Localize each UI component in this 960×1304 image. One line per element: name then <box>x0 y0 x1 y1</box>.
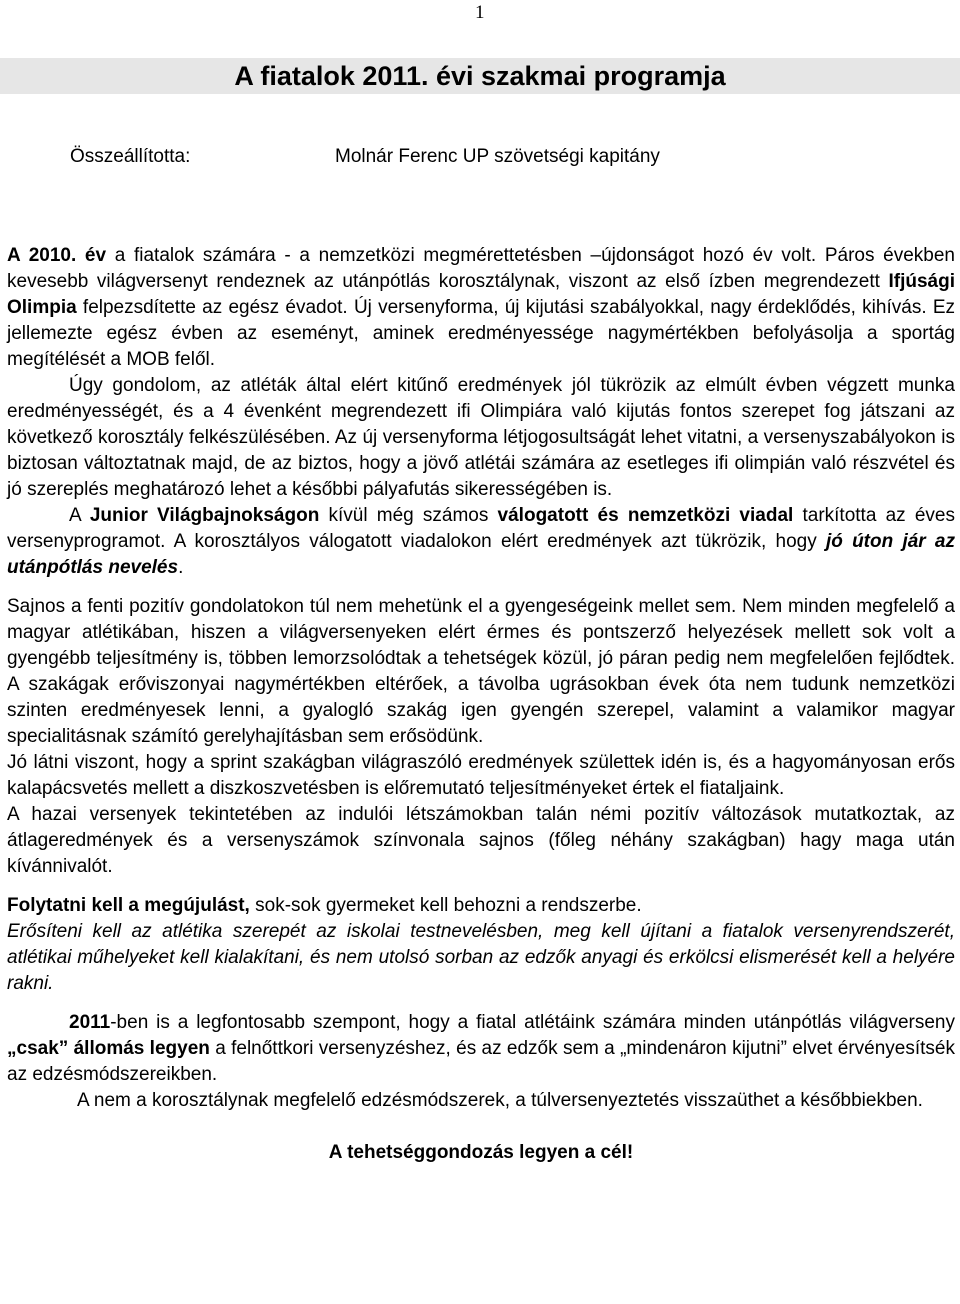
p2011-text-1: -ben is a legfontosabb szempont, hogy a fiatal atlétáink számára minden utánpótlás világverseny <box>110 1012 955 1033</box>
intro-bold-lead: A 2010. év <box>7 245 107 266</box>
author-name: Molnár Ferenc UP szövetségi kapitány <box>335 146 660 167</box>
paragraph-intro <box>7 243 955 373</box>
intro-text-4: Ez jellemezte egész évben az eseményt, aminek eredményessége nagymértékben befolyásolja a sportág megítélését a MOB felől. <box>7 297 956 370</box>
closing-statement: A tehetséggondozás legyen a cél! <box>328 1142 634 1163</box>
paragraph-weaknesses: Sajnos a fenti pozitív gondolatokon túl nem mehetünk el a gyengeségeink mellet sem. Nem minden megfelelő a magyar atlétikában, hiszen a világversenyeken elért érmes és pontszerző helyezések mellett sok volt a gyengébb teljesítmény is, többen lemorzsolódtak a tehetségek közül, jó páran pedig nem megfelelően fejlődtek. A szakágak erőviszonyai nagymértékben eltérőek, a távolba ugrásokban évek óta nem tudunk nemzetközi szinten eredményesek lenni, a gyalogló szakág igen gyengén szerepel, valamint a valamikor magyar specialitásnak számító gerelyhajításban sem erősödünk. <box>7 596 955 747</box>
goals-italic: Erősíteni kell az atlétika szerepét az iskolai testnevelésben, meg kell újítani a fiatalok versenyrendszerét, atlétikai műhelyeket kell kialakítani, és nem utolsó sorban az edzők anyagi és erkölcsi elismerését kell a helyére rakni. <box>7 921 955 994</box>
renewal-text: sok-sok gyermeket kell behozni a rendszerbe. <box>249 895 642 916</box>
paragraph-methods: A nem a korosztálynak megfelelő edzésmódszerek, a túlversenyeztetés visszaüthet a későbbiekben. <box>77 1090 923 1111</box>
p2011-text-2: a felnőttkori versenyzéshez, és az edzők sem a „mindenáron kijutni” elvet érvényesítsék az edzésmódszereikben. <box>7 1038 955 1085</box>
page-number: 1 <box>475 2 485 23</box>
p2011-bold-station: „csak” állomás legyen <box>7 1038 210 1059</box>
intro-text-1: a fiatalok számára - a nemzetközi megmérettetésben –újdonságot hozó év volt. Páros években kevesebb világversenyt rendeznek az utánpótlás korosztálynak, viszont az első ízben megrendezett <box>7 245 955 292</box>
junior-bold-italic: jó úton jár az utánpótlás nevelés <box>7 531 955 578</box>
intro-text-3: Új versenyforma, új kijutási szabályokkal, nagy érdeklődés, kihívás. <box>353 297 927 318</box>
document-title: A fiatalok 2011. évi szakmai programja <box>0 58 960 94</box>
paragraph-italic-goals <box>7 919 955 997</box>
document-body <box>7 243 955 1166</box>
junior-bold-viadal: válogatott és nemzetközi viadal <box>497 505 794 526</box>
junior-text-2: kívül még számos <box>319 505 498 526</box>
paragraph-results: Úgy gondolom, az atléták által elért kitűnő eredmények jól tükrözik az elmúlt évben végzett munka eredményességét, és a 4 évenként megrendezett ifi Olimpiára való kijutás fontos szerepet fog játszani az következő korosztály felkészülésében. Az új versenyforma létjogosultságát lehet vitatni, a versenyszabályokon is biztosan változtatnak majd, de az biztos, hogy a jövő atlétái számára az esetleges ifi olimpián való részvétel és jó szereplés meghatározó lehet a későbbi pályafutás sikerességében is. <box>7 375 955 500</box>
paragraph-2011 <box>7 1010 955 1088</box>
intro-text-2: felpezsdítette az egész évadot. <box>76 297 354 318</box>
paragraph-junior <box>7 503 955 581</box>
paragraph-sprint: Jó látni viszont, hogy a sprint szakágban világraszóló eredmények születtek idén is, és a hagyományosan erős kalapácsvetés mellett a diszkoszvetésben is előremutató teljesítményeket értek el fiataljaink. <box>7 752 955 799</box>
junior-text-4: . <box>178 557 184 578</box>
intro-bold-olimpia: Ifjúsági Olimpia <box>7 271 955 318</box>
author-label: Összeállította: <box>70 146 191 167</box>
junior-bold-vb: Junior Világbajnokságon <box>89 505 320 526</box>
paragraph-renewal <box>7 893 955 919</box>
junior-text-3: tarkította az éves versenyprogramot. A korosztályos válogatott viadalokon elért eredmények azt tükrözik, hogy <box>7 505 955 552</box>
junior-text-1: A <box>69 505 90 526</box>
paragraph-domestic: A hazai versenyek tekintetében az indulói létszámokban talán némi pozitív változások mutatkoztak, az átlageredmények és a versenyszámok színvonala sajnos (főleg néhány szakágban) hagy maga után kívánnivalót. <box>7 804 955 877</box>
year-bold: 2011 <box>69 1012 111 1033</box>
renewal-bold: Folytatni kell a megújulást, <box>7 895 250 916</box>
